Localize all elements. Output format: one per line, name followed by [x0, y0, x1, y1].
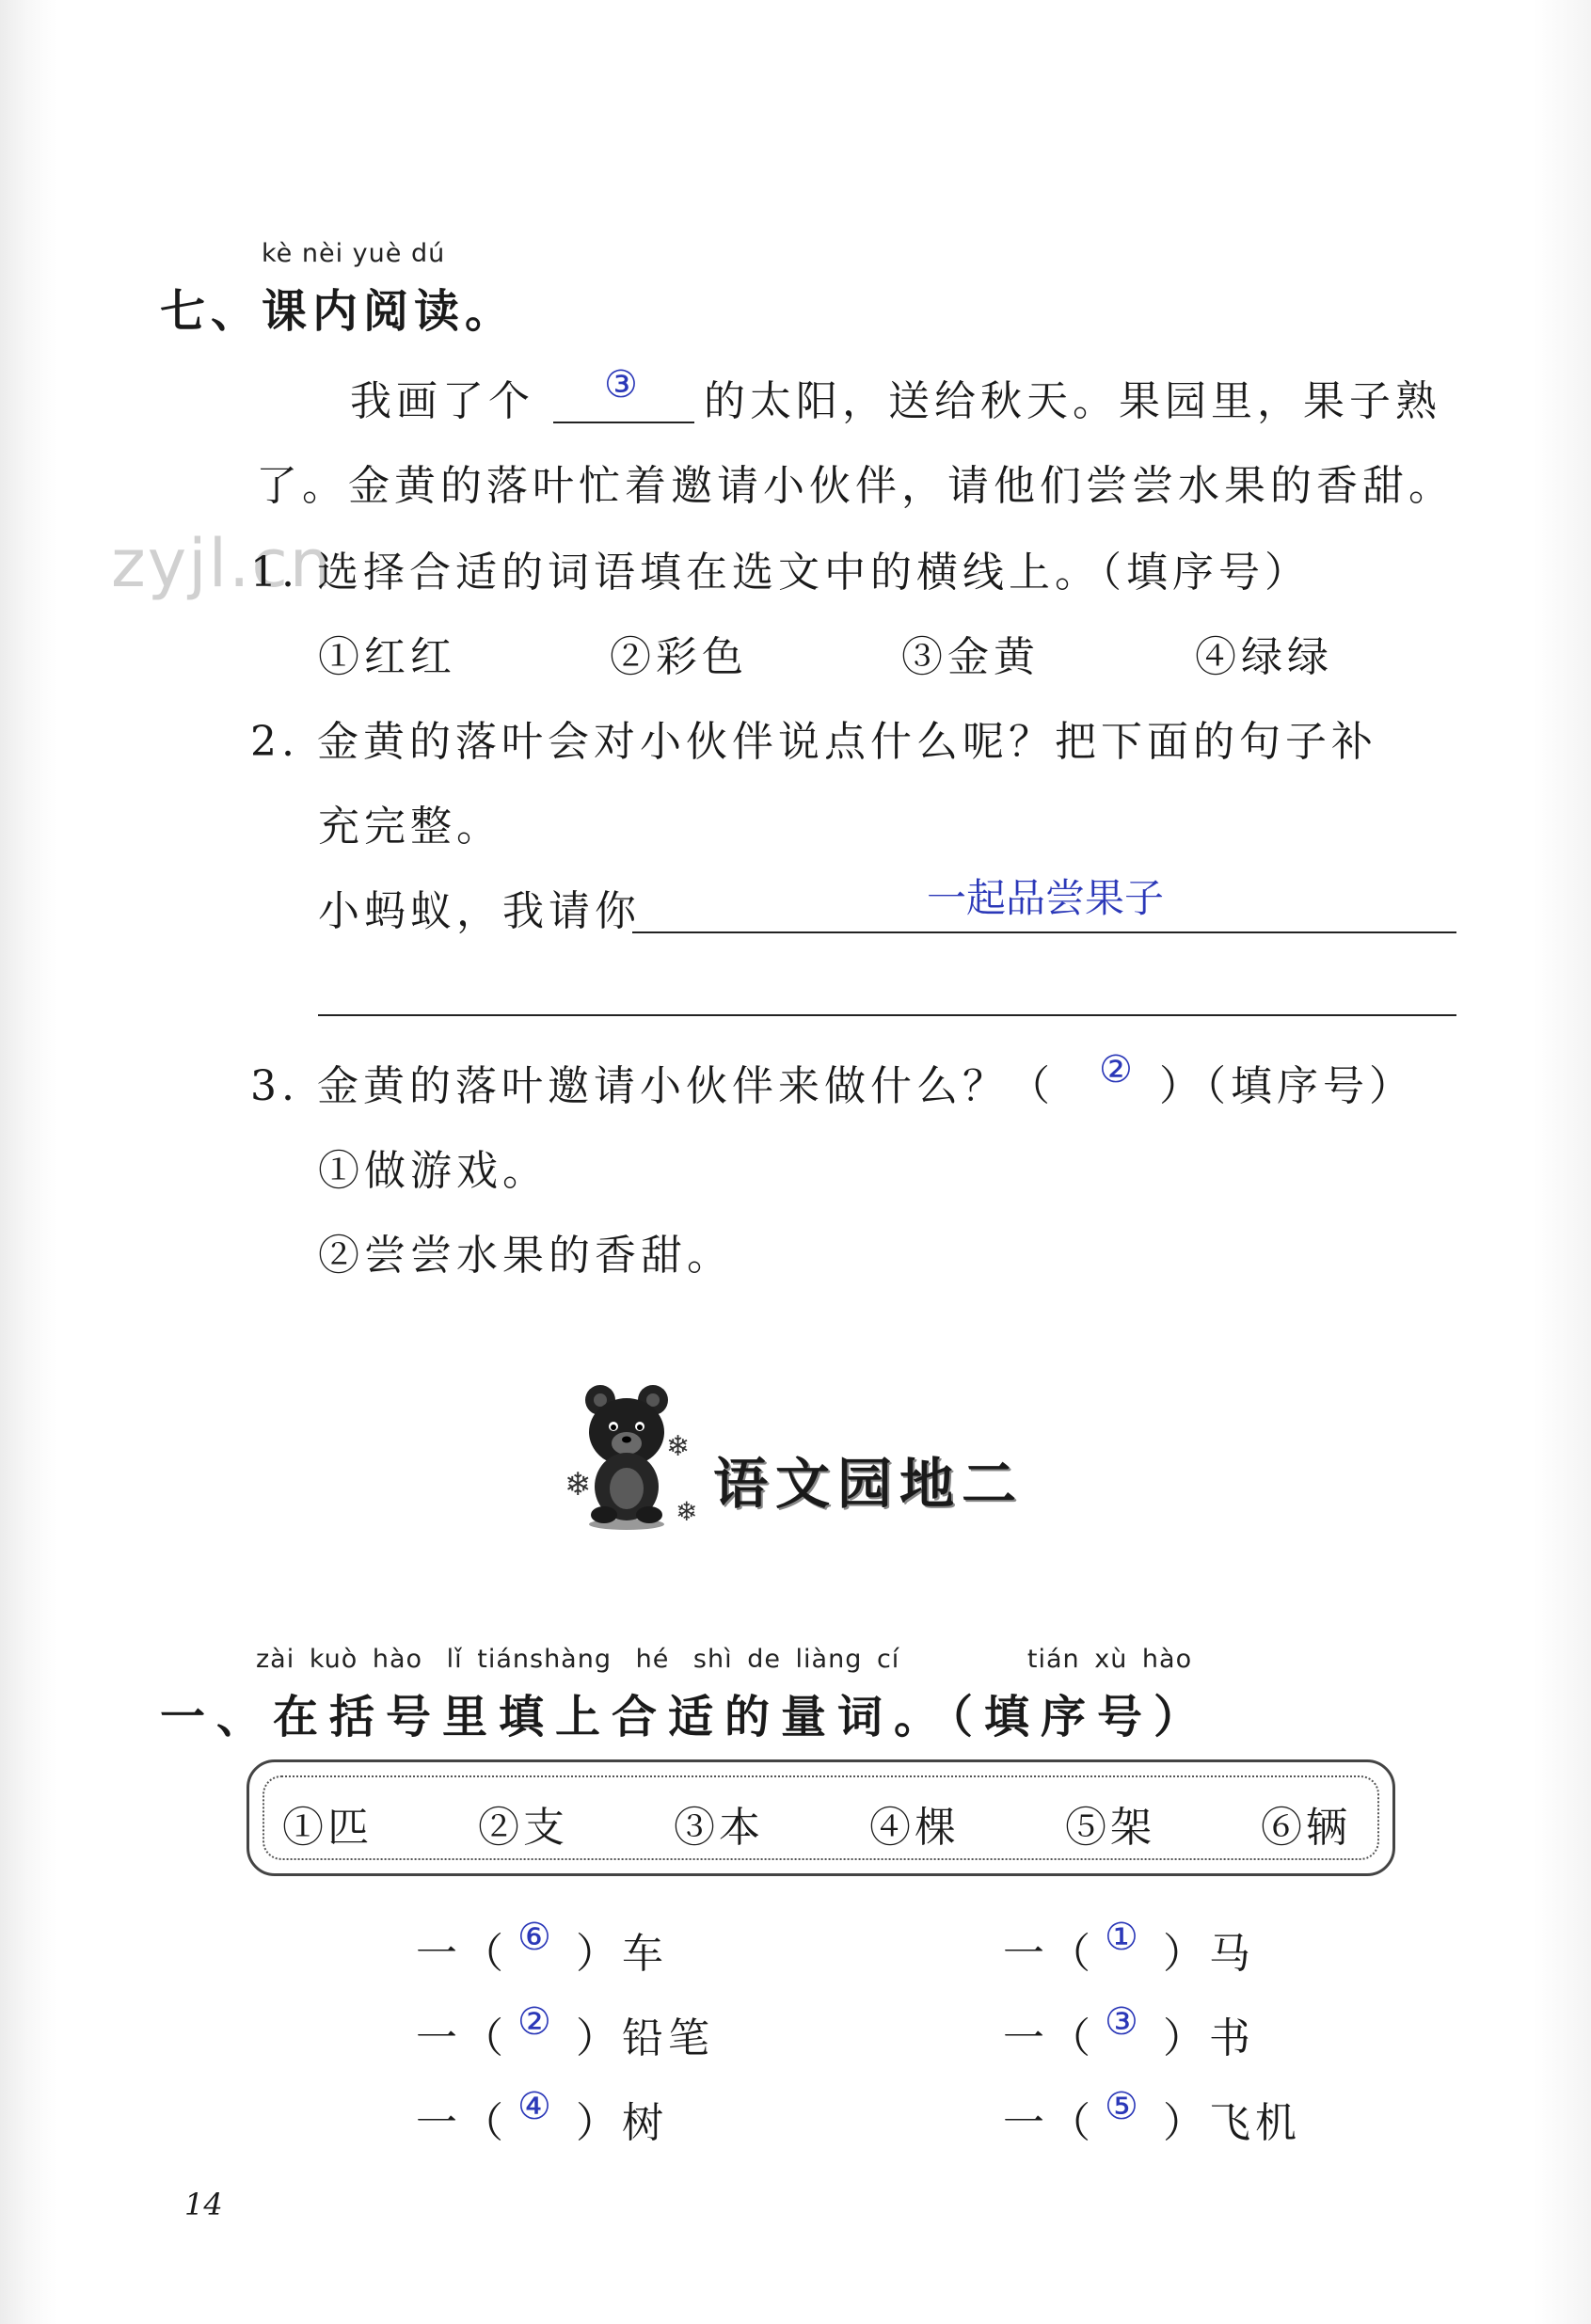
row3-left-suffix: ）树 — [576, 2099, 668, 2147]
row1-right-suffix: ）马 — [1163, 1930, 1255, 1978]
q2-prompt: 小蚂蚁，我请你 — [318, 887, 641, 935]
passage-blank — [553, 422, 694, 423]
option-zhi: ②支 — [478, 1804, 568, 1852]
q2-line2: 充完整。 — [318, 803, 502, 851]
row3-right-prefix: 一（ — [1003, 2099, 1095, 2147]
q3-option-1: ①做游戏。 — [318, 1147, 549, 1195]
row3-left-prefix: 一（ — [416, 2099, 508, 2147]
banner-title: 语文园地二 — [713, 1452, 1025, 1516]
page-number: 14 — [184, 2187, 223, 2222]
row2-left-prefix: 一（ — [416, 2014, 508, 2062]
q3-option-2: ②尝尝水果的香甜。 — [318, 1232, 733, 1280]
snowflake-icon-left: ❄ — [565, 1466, 592, 1504]
q2-answer-line-2 — [318, 1014, 1456, 1016]
option-ben: ③本 — [674, 1804, 764, 1852]
q1-option-2: ②彩色 — [610, 633, 748, 681]
measure-word-options-box — [247, 1759, 1395, 1876]
section7-pinyin: kè nèi yuè dú — [262, 239, 446, 268]
q1-text: 1. 选择合适的词语填在选文中的横线上。（填序号） — [250, 549, 1311, 597]
row1-right-prefix: 一（ — [1003, 1930, 1095, 1978]
row2-right-suffix: ）书 — [1163, 2014, 1255, 2062]
row1-right-answer: ① — [1105, 1916, 1138, 1959]
row1-left-prefix: 一（ — [416, 1930, 508, 1978]
passage-line2: 了。金黄的落叶忙着邀请小伙伴，请他们尝尝水果的香甜。 — [256, 462, 1455, 510]
snowflake-icon-top: ❄ — [666, 1430, 691, 1463]
passage-line1-after: 的太阳，送给秋天。果园里，果子熟 — [704, 377, 1441, 425]
q2-line1: 2. 金黄的落叶会对小伙伴说点什么呢？把下面的句子补 — [250, 718, 1377, 766]
section1-pinyin: zài kuò hào lǐ tiánshàng hé shì de liàng cí tián xù hào — [256, 1645, 1193, 1674]
option-pi: ①匹 — [282, 1804, 373, 1852]
section1-title: 一、在括号里填上合适的量词。（填序号） — [160, 1691, 1211, 1743]
q1-option-1: ①红红 — [318, 633, 456, 681]
q3-text-after: ）（填序号） — [1159, 1062, 1415, 1110]
watermark: zyjl.cn — [111, 525, 334, 602]
q3-text-before: 3. 金黄的落叶邀请小伙伴来做什么？（ — [250, 1062, 1055, 1110]
passage-blank-answer: ③ — [604, 363, 638, 406]
row1-left-answer: ⑥ — [517, 1916, 551, 1959]
q2-answer-line-1 — [632, 931, 1456, 933]
option-ke: ④棵 — [869, 1804, 960, 1852]
row2-right-answer: ③ — [1105, 2000, 1138, 2044]
q2-answer: 一起品尝果子 — [927, 875, 1165, 921]
row3-right-suffix: ）飞机 — [1163, 2099, 1301, 2147]
q1-option-4: ④绿绿 — [1195, 633, 1333, 681]
row2-left-answer: ② — [517, 2000, 551, 2044]
row3-right-answer: ⑤ — [1105, 2085, 1138, 2128]
row1-left-suffix: ）车 — [576, 1930, 668, 1978]
q1-option-3: ③金黄 — [901, 633, 1040, 681]
option-liang: ⑥辆 — [1261, 1804, 1351, 1852]
row2-left-suffix: ）铅笔 — [576, 2014, 714, 2062]
passage-line1-before: 我画了个 — [350, 377, 534, 425]
options-box-border — [263, 1775, 1379, 1860]
section7-title: 七、课内阅读。 — [160, 285, 517, 338]
snowflake-icon-bottom: ❄ — [676, 1496, 698, 1527]
q3-answer: ② — [1099, 1048, 1133, 1091]
row2-right-prefix: 一（ — [1003, 2014, 1095, 2062]
option-jia: ⑤架 — [1065, 1804, 1155, 1852]
row3-left-answer: ④ — [517, 2085, 551, 2128]
